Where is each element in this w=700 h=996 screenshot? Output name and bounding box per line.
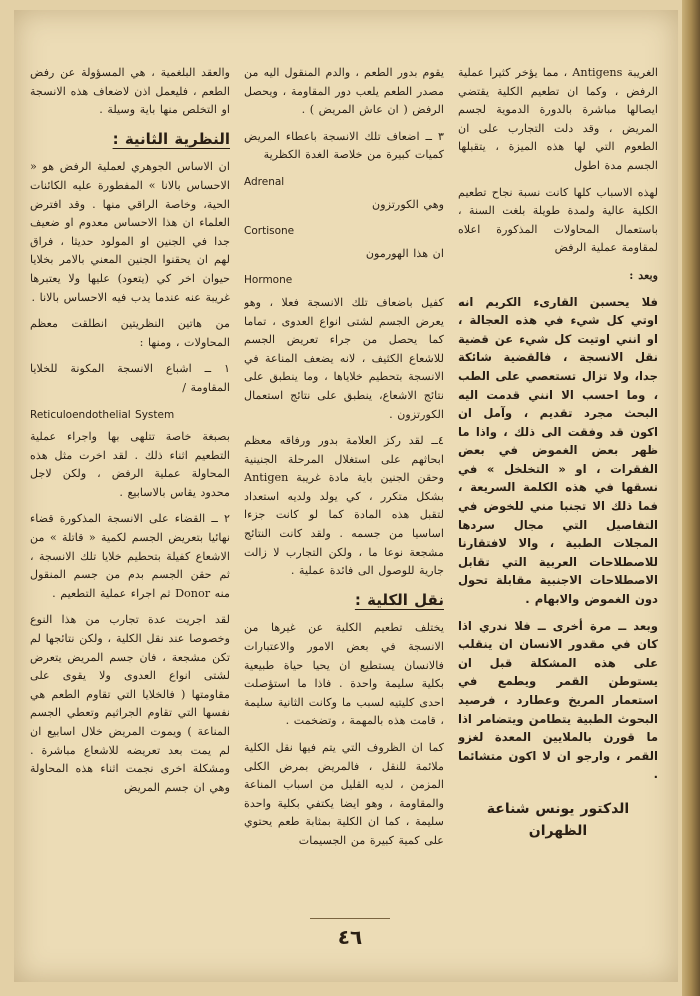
paragraph: فلا يحسبن القارىء الكريم انه اوتي كل شيء في هذه العجالة ، او انني اوتيت كل شيء عن قضية نقل الانسجة ، فالقضية شائكة جدا، ولا تزال تستعصي على الطب ، وما احسب الا انني قدمت اليه البحث مجرد تقديم ، وآمل ان اكون قد وفقت الى ذلك ، واذا ما ظهر بعض الغموض في بعض الفقرات ، او « التخلخل » في نسقها في هذه الكلمة السريعة ، فما ذلك الا تجنبا مني للخوض في التفاصيل التي مجال سردها المجلات الطبية ، والا لافتقارنا للاصطلاحات العربية التي تقابل الاصطلاحات الاجنبية مقابلة تحول دون الغموض والابهام .: [458, 294, 658, 607]
section-heading: النظرية الثانية :: [112, 129, 230, 148]
latin-term: Reticuloendothelial System: [30, 408, 175, 421]
paragraph: الغريبة Antigens ، مما يؤخر كثيرا عملية الرفض ، وكما ان تطعيم الكلية يقتضي ايصالها مباشرة بالدورة الدموية لجسم المريض ، وقد دلت التجارب على ان الطعوم التي لها هذه الميزة ، يتقبلها الجسم مدة اطول: [458, 66, 658, 172]
paragraph: ١ ــ اشباع الانسجة المكونة للخلايا المقاومة /: [30, 362, 230, 394]
section-heading: نقل الكلية :: [354, 590, 444, 609]
column-left: [458, 64, 658, 894]
page-number: ٤٦: [310, 918, 390, 949]
paragraph: ٤ــ لقد ركز العلامة بدور ورفاقه معظم ابحاثهم على استغلال المرحلة الجنينية وحقن الجنين باية مادة غريبة Antigen بشكل متكرر ، كي يولد ولديه استعداد لتقبل هذه المادة كما لو كانت جزءا اساسيا من جسمه . ولقد كانت النتائج مشجعة نوعا ما ، ولكن التجارب لا زالت جارية للوصول الى فائدة عملية .: [244, 434, 444, 578]
paragraph: يقوم بدور الطعم ، والدم المنقول اليه من مصدر الطعم يلعب دور المقاومة ، ويحصل الرفض ( ان عاش المريض ) .: [244, 66, 444, 117]
closing-remarks: [458, 293, 658, 784]
paragraph: يختلف تطعيم الكلية عن غيرها من الانسجة في بعض الامور والاعتبارات فالانسان يستطيع ان يحيا حياة طبيعية بكلية سليمة واحدة . فاذا ما استؤصلت احدى كليتيه لسبب ما وكانت الثانية سليمة ، قامت هذه بالمهمة ، وتضخمت .: [244, 621, 444, 728]
author-location: الظهران: [528, 822, 588, 839]
paragraph: من هاتين النظريتين انطلقت معظم المحاولات ، ومنها :: [30, 317, 230, 349]
latin-term: Cortisone: [244, 225, 295, 238]
paragraph: لقد اجريت عدة تجارب من هذا النوع وخصوصا عند نقل الكلية ، ولكن نتائجها لم تكن مشجعة ، فان جسم المريض يتعرض لشتى انواع العدوى ولا يقوى على مقاومتها ( فالخلايا التي تقاوم الطعم هي نفسها التي تقاوم الجراثيم وتعطي الجسم المناعة ) ويموت المريض خلال اسابيع ان لم يمت بعد تعريضه للاشعاع مباشرة . ومشكلة اخرى نجمت اثناء هذه المحاولة وهي ان جسم المريض: [30, 613, 230, 794]
latin-term: Adrenal: [244, 175, 285, 188]
latin-term: Hormone: [244, 274, 293, 287]
paragraph: ٢ ــ القضاء على الانسجة المذكورة قضاء نهائيا بتعريض الجسم لكمية « قاتلة » من الاشعاع كفيلة بتحطيم خلايا تلك الانسجة ، ثم حقن الجسم بدم من جسم المنقول منه Donor ثم اجراء عملية التطعيم .: [30, 512, 230, 600]
article-columns: [30, 64, 660, 894]
author-signature: [458, 798, 658, 842]
author-name: الدكتور يونس شناعة: [486, 800, 630, 817]
column-right: [30, 64, 230, 894]
paragraph: كما ان الظروف التي يتم فيها نقل الكلية ملائمة للنقل ، فالمريض بمرض الكلى المزمن ، لديه القليل من اسباب المناعة والمقاومة ، وهو ايضا يكتفي بكلية واحدة سليمة ، كما ان الكلية بمثابة طعم يحتوي على كمية كبيرة من الجسيمات: [244, 741, 444, 847]
paragraph: وهي الكورتزون: [372, 197, 444, 211]
column-middle: [244, 64, 444, 894]
paragraph: كفيل باضعاف تلك الانسجة فعلا ، وهو يعرض الجسم لشتى انواع العدوى ، تماما كما يحصل من جراء تعريض الجسم للاشعاع الكثيف ، لانه يضعف المناعة في الانسجة بتحطيم خلاياها ، وما ينطبق على نتائج الاشعاع، ينطبق على نتائج استعمال الكورتزون .: [244, 295, 444, 421]
paragraph: وبعد ــ مرة أخرى ــ فلا ندري اذا كان في مقدور الانسان ان ينقلب على هذه المشكلة قبل ان يستوطن القمر ويطمع في استعمار المريخ وعطارد ، فرصيد البحوث الطبية يتطامن ويتضامر اذا ما قورن بالملايين المعدة لغزو القمر ، وارجو ان لا اكون متشائما .: [458, 618, 658, 782]
paragraph: ان هذا الهورمون: [365, 246, 444, 260]
paragraph: ٣ ــ اضعاف تلك الانسجة باعطاء المريض كميات كبيرة من خلاصة الغدة الكظرية: [244, 129, 444, 162]
paragraph: ان الاساس الجوهري لعملية الرفض هو « الاحساس بالانا » المفطورة عليه الكائنات الحية، وخاصة الراقي منها . وقد افترض العلماء ان هذا الاحساس معدوم او ضعيف جدا في الجنين او المولود حديثا ، فراق لهم ان يحقنوا الجنين المعني بالامر بخلايا حيوان اخر كي (يتعود) عليها ولا يعتبرها غريبة عنه عندما يدب فيه الاحساس بالانا .: [30, 160, 230, 304]
paragraph: لهذه الاسباب كلها كانت نسبة نجاح تطعيم الكلية عالية ولمدة طويلة بلغت السنة ، باستعمال المحاولات المذكورة اعلاه لمقاومة عملية الرفض: [458, 185, 658, 255]
paragraph: بصبغة خاصة تتلهى بها واجراء عملية التطعيم اثناء ذلك . لقد اخرت مثل هذه المحاولة عملية الرفض ، ولكن لاجل محدود يقاس بالاسابيع .: [30, 430, 230, 499]
paragraph: وبعد :: [629, 267, 658, 282]
binding-spine: [682, 0, 700, 996]
paragraph: والعقد البلغمية ، هي المسؤولة عن رفض الطعم ، فليعمل اذن لاضعاف هذه الانسجة او التخلص منها باية وسيلة .: [30, 66, 230, 117]
